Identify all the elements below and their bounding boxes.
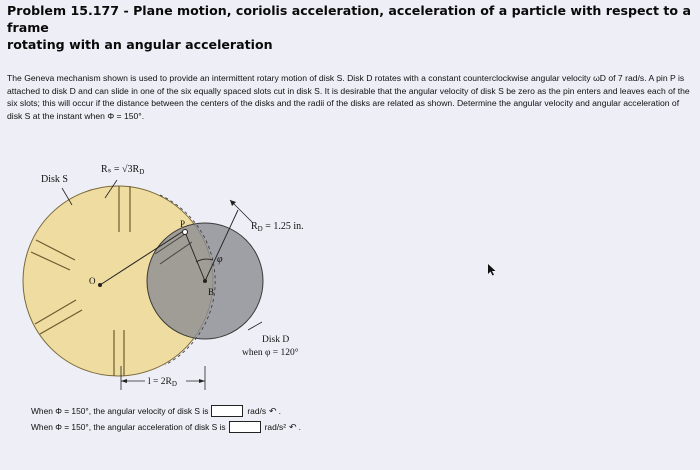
title-line-1: Problem 15.177 - Plane motion, coriolis acceleration, acceleration of a particle with respect to a frame <box>7 3 691 35</box>
question-2-text: When Φ = 150°, the angular acceleration of disk S is <box>31 422 226 432</box>
label-rd: $R_D = 1.25$ in. <box>251 221 304 233</box>
answer-input-angular-acceleration[interactable] <box>229 421 261 433</box>
title-line-2: rotating with an angular acceleration <box>7 37 273 52</box>
question-1-unit: rad/s <box>247 406 267 416</box>
center-b <box>203 279 207 283</box>
answer-input-angular-velocity[interactable] <box>211 405 243 417</box>
label-rs: $R_s = √3R_D$ <box>101 164 145 176</box>
label-when-phi: when φ = 120° <box>242 348 299 358</box>
question-angular-velocity <box>31 405 281 417</box>
label-disk-s: Disk S <box>41 174 68 185</box>
label-l: $l = 2R_D$ <box>148 377 177 388</box>
pin-p <box>183 230 188 235</box>
question-2-unit: rad/s² <box>264 422 287 432</box>
center-o <box>98 283 102 287</box>
label-disk-d: Disk D <box>262 335 290 345</box>
question-1-text: When Φ = 150°, the angular velocity of disk S is <box>31 406 209 416</box>
question-angular-acceleration <box>31 421 301 433</box>
geneva-mechanism-figure <box>0 150 700 400</box>
problem-title <box>7 2 693 53</box>
ccw-arrow-icon: ↶ <box>289 421 297 432</box>
label-o: O <box>89 276 96 286</box>
label-b: B <box>208 287 215 297</box>
label-phi: φ <box>217 254 223 265</box>
mouse-cursor-icon <box>488 264 496 276</box>
label-p: P <box>180 219 186 229</box>
question-1-suffix: . <box>278 406 281 416</box>
question-2-suffix: . <box>298 422 301 432</box>
ccw-arrow-icon: ↶ <box>269 405 277 416</box>
problem-statement: The Geneva mechanism shown is used to provide an intermittent rotary motion of disk S. Disk D rotates with a constant counterclockwise angular velocity ωD of 7 rad/s. A pin P is attached to disk D and can slide in one of the six equally spaced slots cut in disk S. It is desirable that the angular velocity of disk S be zero as the pin enters and leaves each of the six slots; this will occur if the distance between the centers of the disks and the radii of the disks are related as shown. Determine the angular velocity and angular acceleration of disk S at the instant when Φ = 150°. <box>7 73 690 121</box>
